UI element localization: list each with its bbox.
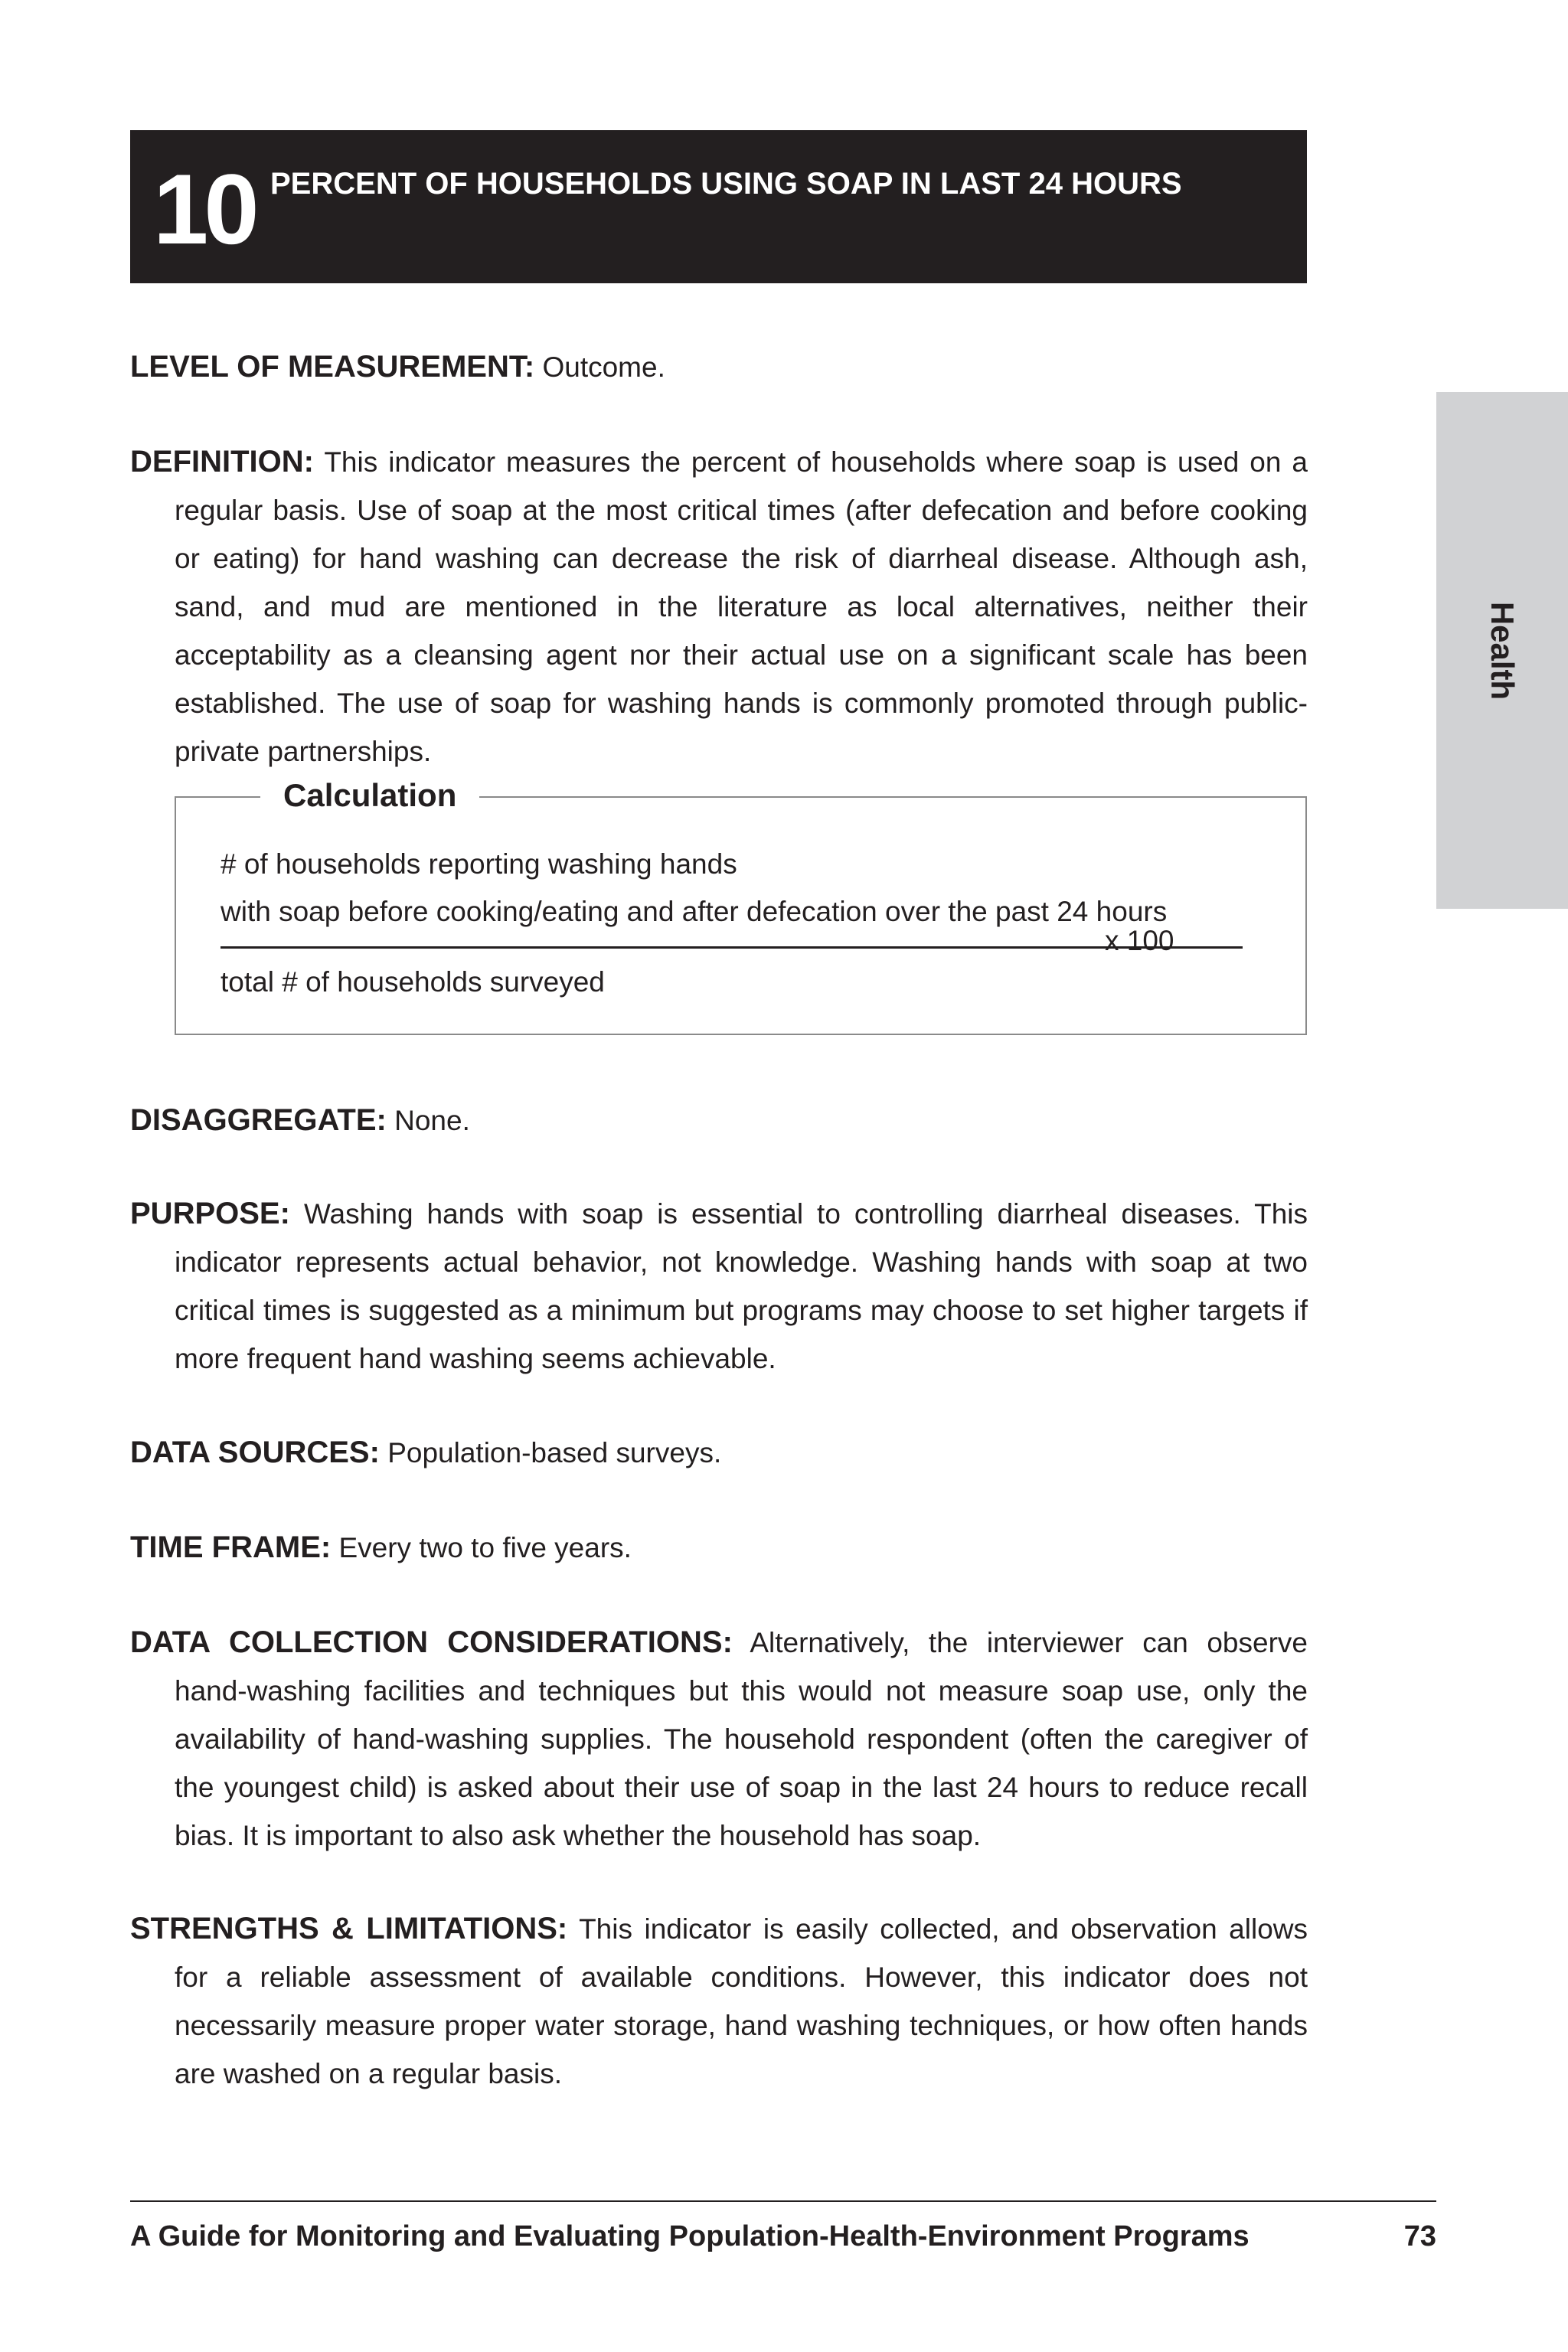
disaggregate bbox=[130, 1096, 1308, 1145]
purpose-label: PURPOSE: bbox=[130, 1197, 290, 1230]
definition bbox=[130, 438, 1308, 776]
purpose-text: Washing hands with soap is essential to controlling diarrheal diseases. This indicator represents actual behavior, not knowledge. Washing hands with soap at two critical times is suggested as a minimum but programs may choose to set higher targets if more frequent hand washing seems achievable. bbox=[175, 1198, 1308, 1374]
indicator-header bbox=[130, 130, 1307, 283]
calculation-numerator-line2: with soap before cooking/eating and after defecation over the past 24 hours bbox=[220, 896, 1168, 927]
calculation-denominator: total # of households surveyed bbox=[220, 966, 605, 998]
footer-title: A Guide for Monitoring and Evaluating Population-Health-Environment Programs bbox=[130, 2220, 1250, 2252]
time-frame bbox=[130, 1524, 1308, 1572]
section-tab-health bbox=[1436, 392, 1568, 909]
section-tab-label: Health bbox=[1485, 601, 1521, 701]
definition-label: DEFINITION: bbox=[130, 445, 314, 479]
calculation-numerator-line1: # of households reporting washing hands bbox=[220, 848, 737, 880]
strengths-label: STRENGTHS & LIMITATIONS: bbox=[130, 1912, 568, 1945]
data-sources-label: DATA SOURCES: bbox=[130, 1436, 380, 1469]
data-collection-considerations bbox=[130, 1619, 1308, 1860]
indicator-title: PERCENT OF HOUSEHOLDS USING SOAP IN LAST 24 HOURS bbox=[270, 167, 1182, 201]
disaggregate-label: DISAGGREGATE: bbox=[130, 1103, 387, 1137]
data-collection-label: DATA COLLECTION CONSIDERATIONS: bbox=[130, 1625, 733, 1659]
level-text: Outcome. bbox=[542, 351, 665, 383]
calculation-multiplier: x 100 bbox=[1105, 925, 1174, 956]
time-frame-label: TIME FRAME: bbox=[130, 1530, 332, 1564]
calculation-box bbox=[175, 777, 1307, 1035]
footer-divider bbox=[130, 2200, 1436, 2202]
data-sources bbox=[130, 1429, 1308, 1477]
fraction-bar bbox=[220, 946, 1243, 949]
disaggregate-text: None. bbox=[394, 1105, 470, 1136]
time-frame-text: Every two to five years. bbox=[338, 1532, 632, 1563]
purpose bbox=[130, 1190, 1308, 1383]
strengths-limitations bbox=[130, 1905, 1308, 2098]
data-sources-text: Population-based surveys. bbox=[387, 1437, 722, 1468]
data-collection-text: Alternatively, the interviewer can observe hand-washing facilities and techniques but this would not measure soap use, only the availability of hand-washing supplies. The household respondent (often the caregiver of the youngest child) is asked about their use of soap in the last 24 hours to reduce recall bias. It is important to also ask whether the household has soap. bbox=[175, 1627, 1308, 1851]
calculation-title: Calculation bbox=[260, 772, 479, 819]
page-number: 73 bbox=[1403, 2220, 1436, 2252]
level-label: LEVEL OF MEASUREMENT: bbox=[130, 350, 535, 384]
strengths-text: This indicator is easily collected, and observation allows for a reliable assessment of available conditions. However, this indicator does not necessarily measure proper water storage, hand washing techniques, or how often hands are washed on a regular basis. bbox=[175, 1913, 1308, 2089]
indicator-number: 10 bbox=[153, 153, 255, 265]
definition-text: This indicator measures the percent of households where soap is used on a regular basis. Use of soap at the most critical times (after defecation and before cooking or eating) for hand washing can decrease the risk of diarrheal disease. Although ash, sand, and mud are mentioned in the literature as local alternatives, neither their acceptability as a cleansing agent nor their actual use on a significant scale has been established. The use of soap for washing hands is commonly promoted through public-private partnerships. bbox=[175, 446, 1308, 767]
level-of-measurement bbox=[130, 343, 1308, 391]
